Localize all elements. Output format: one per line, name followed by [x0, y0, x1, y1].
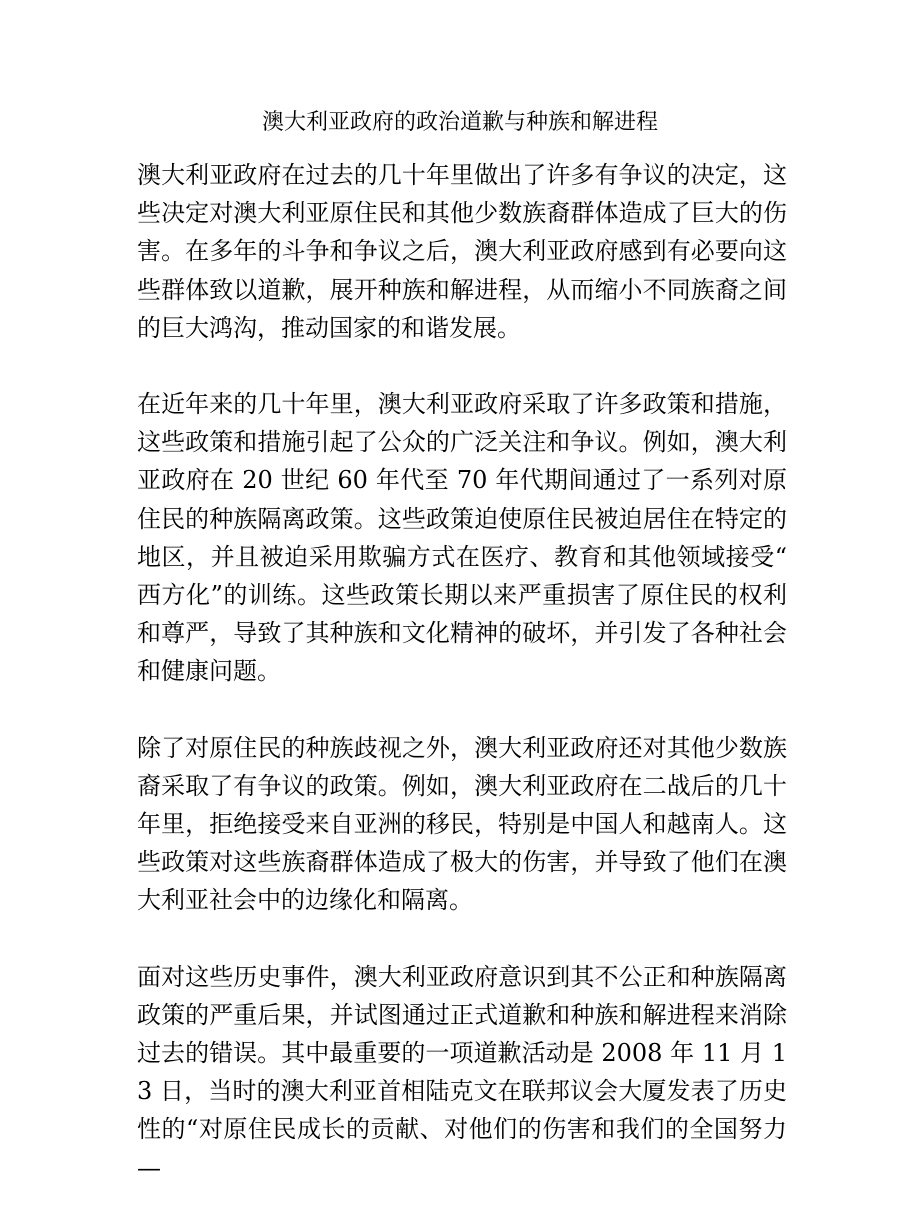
- document-title: 澳大利亚政府的政治道歉与种族和解进程: [261, 110, 658, 135]
- paragraph-3: 除了对原住民的种族歧视之外，澳大利亚政府还对其他少数族裔采取了有争议的政策。例如，澳大利亚政府在二战后的几十年里，拒绝接受来自亚洲的移民，特别是中国人和越南人。这些政策对这些族裔群体造成了极大的伤害，并导致了他们在澳大利亚社会中的边缘化和隔离。: [137, 733, 787, 915]
- paragraph-4: 面对这些历史事件，澳大利亚政府意识到其不公正和种族隔离政策的严重后果，并试图通过正式道歉和种族和解进程来消除过去的错误。其中最重要的一项道歉活动是 2008 年 11 月 13 日，当时的澳大利亚首相陆克文在联邦议会大厦发表了历史性的“对原住民成长的贡献、对他们的伤害和我们的全国努力—: [137, 962, 787, 1182]
- paragraph-1: 澳大利亚政府在过去的几十年里做出了许多有争议的决定，这些决定对澳大利亚原住民和其他少数族裔群体造成了巨大的伤害。在多年的斗争和争议之后，澳大利亚政府感到有必要向这些群体致以道歉，展开种族和解进程，从而缩小不同族裔之间的巨大鸿沟，推动国家的和谐发展。: [137, 161, 787, 342]
- document-body: [137, 156, 787, 1225]
- paragraph-2: 在近年来的几十年里，澳大利亚政府采取了许多政策和措施，这些政策和措施引起了公众的广泛关注和争议。例如，澳大利亚政府在 20 世纪 60 年代至 70 年代期间通过了一系列对原住民的种族隔离政策。这些政策迫使原住民被迫居住在特定的地区，并且被迫采用欺骗方式在医疗、教育和其他领域接受“西方化”的训练。这些政策长期以来严重损害了原住民的权利和尊严，导致了其种族和文化精神的破坏，并引发了各种社会和健康问题。: [137, 390, 787, 686]
